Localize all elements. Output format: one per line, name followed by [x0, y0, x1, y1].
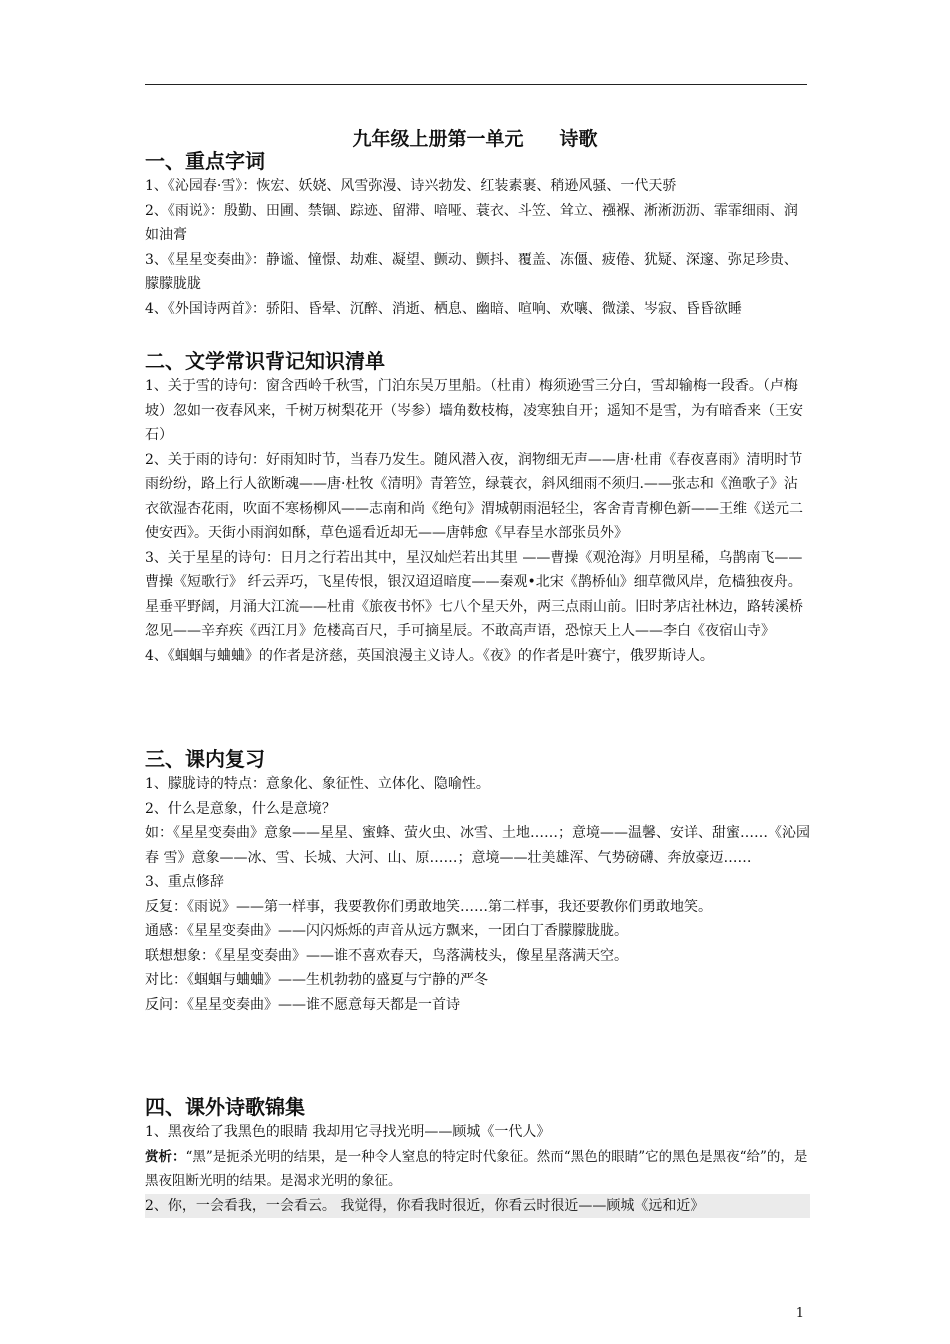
- review-line: 对比：《蝈蝈与蛐蛐》——生机勃勃的盛夏与宁静的严冬: [145, 972, 488, 988]
- header-rule: [145, 84, 807, 85]
- poem-line: 2、关于雨的诗句：好雨知时节，当春乃发生。随风潜入夜，润物细无声——唐·杜甫《春夜喜雨》清明时节雨纷纷，路上行人欲断魂——唐·杜牧《清明》青箬笠，绿蓑衣，斜风细雨不须归.——张志和《渔歌子》沾衣欲湿杏花雨，吹面不寒杨柳风——志南和尚《绝句》渭城朝雨浥轻尘，客舍青青柳色新——王维《送元二使安西》。天街小雨润如酥，草色遥看近却无——唐韩愈《早春呈水部张员外》: [145, 451, 803, 541]
- review-line: 如：《星星变奏曲》意象——星星、蜜蜂、萤火虫、冰雪、土地……；意境——温馨、安详、甜蜜……《沁园春 雪》意象——冰、雪、长城、大河、山、原……；意境——壮美雄浑、气势磅礴、奔放豪迈……: [145, 825, 810, 866]
- review-line: 通感：《星星变奏曲》——闪闪烁烁的声音从远方飘来，一团白丁香朦朦胧胧。: [145, 923, 628, 939]
- review-line: 联想想象：《星星变奏曲》——谁不喜欢春天，鸟落满枝头，像星星落满天空。: [145, 947, 628, 964]
- poem-line: 3、关于星星的诗句：日月之行若出其中，星汉灿烂若出其里 ——曹操《观沧海》月明星稀，乌鹊南飞——曹操《短歌行》 纤云弄巧，飞星传恨，银汉迢迢暗度——秦观•北宋《鹊桥仙》细草微风岸，危樯独夜舟。星垂平野阔，月涌大江流——杜甫《旅夜书怀》七八个星天外，两三点雨山前。旧时茅店社林边，路转溪桥忽见——辛弃疾《西江月》危楼高百尺，手可摘星辰。不敢高声语，恐惊天上人——李白《夜宿山寺》: [145, 549, 803, 639]
- section-heading-1: 一、重点字词: [145, 149, 265, 173]
- review-line: 反复：《雨说》——第一样事，我要教你们勇敢地笑……第二样事，我还要教你们勇敢地笑。: [145, 898, 712, 915]
- section-heading-2: 二、文学常识背记知识清单: [145, 349, 385, 373]
- extra-poem-line: 1、黑夜给了我黑色的眼睛 我却用它寻找光明——顾城《一代人》: [145, 1124, 551, 1140]
- extra-poem-line: 2、你，一会看我，一会看云。 我觉得，你看我时很近，你看云时很近——顾城《远和近》: [145, 1194, 810, 1219]
- page-title: [0, 124, 950, 151]
- poem-line: 1、关于雪的诗句：窗含西岭千秋雪，门泊东吴万里船。（杜甫）梅须逊雪三分白，雪却输梅一段香。（卢梅坡）忽如一夜春风来，千树万树梨花开（岑参）墙角数枝梅，凌寒独自开；遥知不是雪，为有暗香来（王安石）: [145, 378, 803, 443]
- section-body-4: [145, 1120, 810, 1218]
- review-line: 2、什么是意象，什么是意境？: [145, 800, 336, 817]
- keyword-line: 2、《雨说》：殷勤、田圃、禁锢、踪迹、留滞、喑哑、蓑衣、斗笠、耸立、襁褓、淅淅沥沥、霏霏细雨、润如油膏: [145, 202, 798, 243]
- page-number: 1: [795, 1306, 804, 1321]
- keyword-line: 4、《外国诗两首》：骄阳、昏晕、沉醉、消逝、栖息、幽暗、喧响、欢嚷、微漾、岑寂、昏昏欲睡: [145, 300, 742, 317]
- page-title-main: 九年级上册第一单元: [352, 128, 524, 150]
- section-body-3: [145, 772, 810, 1017]
- section-body-1: [145, 174, 810, 321]
- appreciation-text: “黑”是扼杀光明的结果，是一种令人窒息的特定时代象征。然而“黑色的眼睛”它的黑色是黑夜“给”的，是黑夜阻断光明的结果。是渴求光明的象征。: [145, 1148, 808, 1189]
- keyword-line: 1、《沁园春·雪》：恢宏、妖娆、风雪弥漫、诗兴勃发、红装素裹、稍逊风骚、一代天骄: [145, 178, 677, 194]
- keyword-line: 3、《星星变奏曲》：静谧、憧憬、劫难、凝望、颤动、颤抖、覆盖、冻僵、疲倦、犹疑、深邃、弥足珍贵、朦朦胧胧: [145, 251, 798, 292]
- review-line: 反问：《星星变奏曲》——谁不愿意每天都是一首诗: [145, 996, 460, 1013]
- section-body-2: [145, 374, 810, 668]
- section-heading-3: 三、课内复习: [145, 747, 265, 771]
- page-title-sub: 诗歌: [559, 128, 598, 150]
- appreciation-label: 赏析：: [145, 1148, 186, 1165]
- appreciation-paragraph: [145, 1145, 810, 1194]
- review-line: 1、朦胧诗的特点：意象化、象征性、立体化、隐喻性。: [145, 776, 490, 792]
- section-heading-4: 四、课外诗歌锦集: [145, 1095, 305, 1119]
- poem-line: 4、《蝈蝈与蛐蛐》的作者是济慈，英国浪漫主义诗人。《夜》的作者是叶赛宁，俄罗斯诗人。: [145, 647, 714, 664]
- review-line: 3、重点修辞: [145, 874, 224, 890]
